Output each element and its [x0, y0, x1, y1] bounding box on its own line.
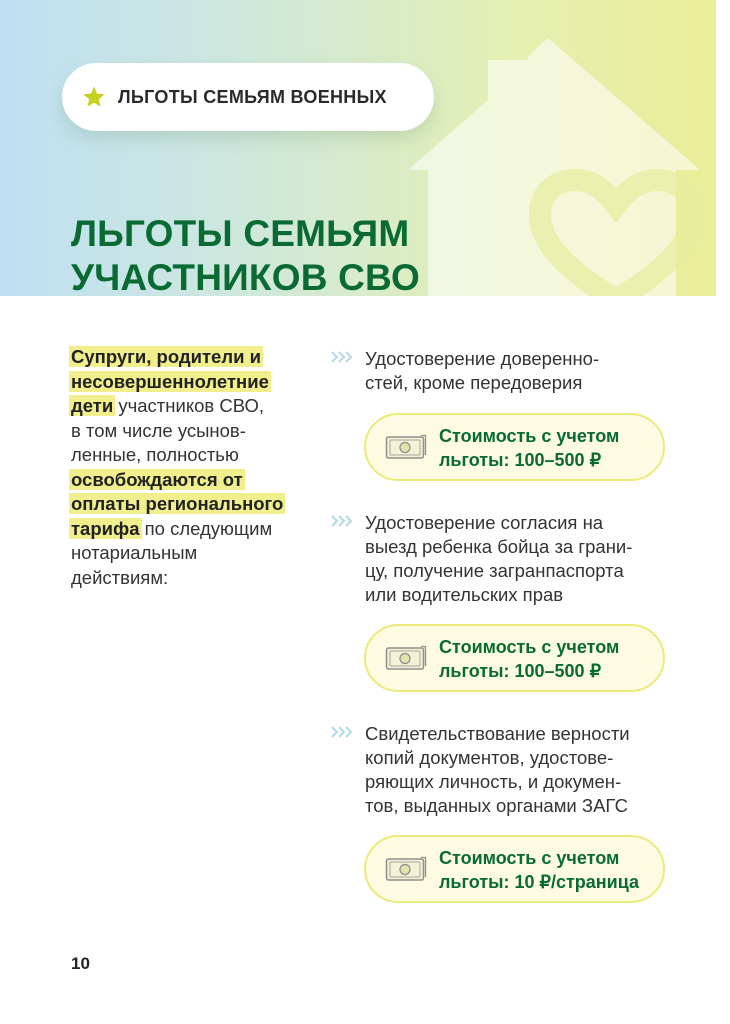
intro-highlight: Супруги, родители и: [71, 346, 261, 367]
page-number: 10: [71, 954, 90, 973]
chevron-arrows-icon: [330, 350, 356, 364]
banknote-icon: [385, 645, 427, 671]
chevron-arrows-icon: [330, 514, 356, 528]
price-label: Стоимость с учетом: [439, 848, 620, 868]
benefit-line: ряющих личность, и докумен-: [365, 771, 622, 792]
chevron-arrows-icon: [330, 725, 356, 739]
benefit-line: Удостоверение согласия на: [365, 512, 604, 533]
benefit-line: выезд ребенка бойца за грани-: [365, 536, 633, 557]
intro-highlight: несовершеннолетние: [71, 370, 269, 392]
intro-text: действиям:: [71, 566, 169, 588]
benefit-description: [365, 347, 675, 395]
intro-text: нотариальным: [71, 542, 198, 563]
benefit-description: [365, 511, 675, 607]
badge-label: ЛЬГОТЫ СЕМЬЯМ ВОЕННЫХ: [118, 86, 387, 107]
banknote-icon: [385, 856, 427, 882]
benefit-line: копий документов, удостове-: [365, 747, 614, 768]
price-value: льготы: 100–500 ₽: [439, 450, 602, 470]
intro-highlight: оплаты регионального: [71, 493, 284, 514]
benefit-line: или водительских прав: [365, 584, 564, 605]
benefit-line: Удостоверение доверенно-: [365, 348, 600, 369]
price-text: [439, 635, 619, 683]
price-pill: [364, 413, 665, 481]
banknote-icon: [385, 434, 427, 460]
intro-text: участников СВО,: [113, 395, 264, 416]
benefit-item: [330, 347, 675, 470]
benefit-line: Свидетельствование верности: [365, 723, 630, 744]
intro-text: ленные, полностью: [71, 444, 239, 465]
intro-highlight: дети: [71, 395, 114, 416]
benefit-item: [330, 511, 675, 681]
benefit-item: [330, 722, 675, 892]
intro-highlight: освобождаются от: [71, 468, 243, 490]
price-value: льготы: 10 ₽/страница: [439, 872, 640, 892]
benefit-description: [365, 722, 675, 818]
title-line-2: УЧАСТНИКОВ СВО: [71, 257, 420, 298]
intro-text: в том числе усынов-: [71, 419, 246, 441]
price-text: [439, 846, 639, 894]
price-text: [439, 424, 619, 472]
price-label: Стоимость с учетом: [439, 426, 620, 446]
intro-highlight: тарифа: [71, 517, 140, 539]
category-badge: [62, 63, 434, 131]
price-pill: [364, 624, 665, 692]
benefit-line: стей, кроме передоверия: [365, 372, 583, 393]
title-line-1: ЛЬГОТЫ СЕМЬЯМ: [71, 213, 410, 254]
price-label: Стоимость с учетом: [439, 637, 620, 657]
benefit-line: тов, выданных органами ЗАГС: [365, 795, 628, 816]
page-title: [71, 212, 420, 300]
benefit-line: цу, получение загранпаспорта: [365, 560, 624, 581]
star-icon: [82, 85, 106, 109]
intro-text: по следующим: [139, 517, 273, 539]
price-value: льготы: 100–500 ₽: [439, 661, 602, 681]
price-pill: [364, 835, 665, 903]
intro-paragraph: [71, 345, 311, 590]
